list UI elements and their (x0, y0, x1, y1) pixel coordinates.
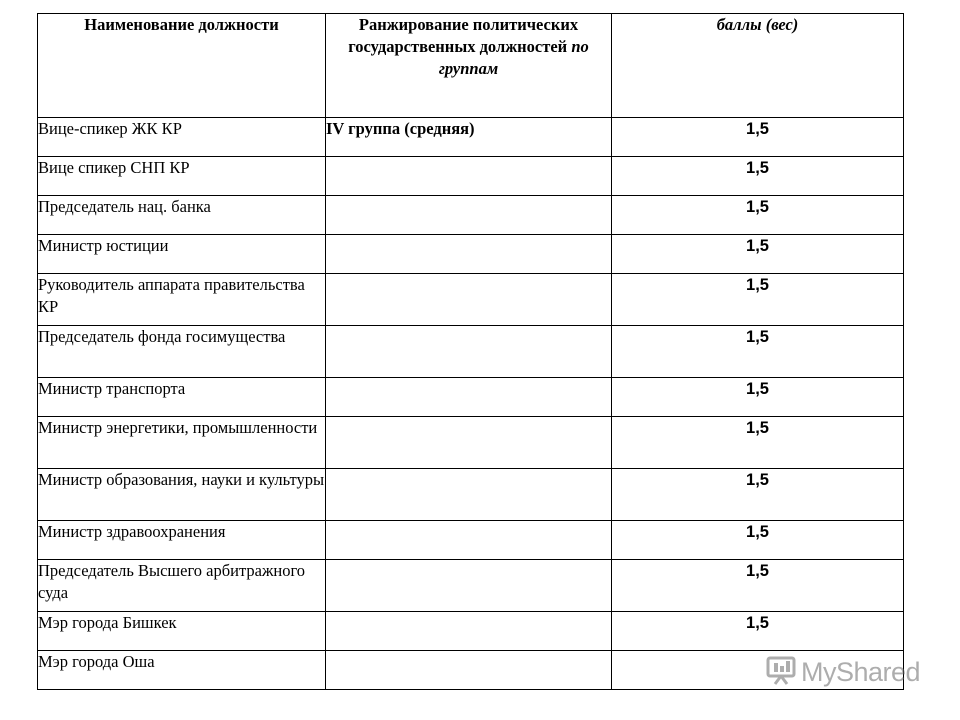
position-group (326, 560, 612, 612)
header-points (612, 14, 904, 118)
position-name: Председатель Высшего арбитражного суда (38, 560, 326, 612)
position-name: Министр энергетики, промышленности (38, 417, 326, 469)
header-position (38, 14, 326, 118)
position-score: 1,5 (612, 521, 904, 560)
position-name: Председатель нац. банка (38, 196, 326, 235)
table-row (38, 560, 904, 612)
watermark-text: MyShared (801, 656, 921, 687)
position-score: 1,5 (612, 118, 904, 157)
header-points-text: баллы (вес) (716, 15, 799, 34)
table-row (38, 378, 904, 417)
position-name: Председатель фонда госимущества (38, 326, 326, 378)
positions-table (37, 13, 904, 690)
table-row (38, 196, 904, 235)
presentation-board-icon (765, 654, 797, 691)
position-name: Министр образования, науки и культуры (38, 469, 326, 521)
position-name: Министр транспорта (38, 378, 326, 417)
position-name: Вице-спикер ЖК КР (38, 118, 326, 157)
position-name: Министр юстиции (38, 235, 326, 274)
position-score: 1,5 (612, 196, 904, 235)
header-ranking (326, 14, 612, 118)
table-row (38, 326, 904, 378)
watermark (765, 652, 925, 692)
position-group (326, 196, 612, 235)
table-row (38, 118, 904, 157)
position-group (326, 651, 612, 690)
header-ranking-italic: по группам (438, 37, 589, 78)
position-score: 1,5 (612, 274, 904, 326)
position-score: 1,5 (612, 157, 904, 196)
position-group: IV группа (средняя) (326, 118, 612, 157)
position-group (326, 378, 612, 417)
table-row (38, 235, 904, 274)
position-name: Мэр города Оша (38, 651, 326, 690)
position-score: 1,5 (612, 378, 904, 417)
position-score: 1,5 (612, 560, 904, 612)
header-position-text: Наименование должности (84, 15, 279, 34)
position-score: 1,5 (612, 326, 904, 378)
position-group (326, 274, 612, 326)
table-header-row (38, 14, 904, 118)
table-row (38, 612, 904, 651)
position-name: Мэр города Бишкек (38, 612, 326, 651)
table-row (38, 521, 904, 560)
table-row (38, 417, 904, 469)
header-ranking-text: Ранжирование политических государственных должностей (348, 15, 579, 56)
position-group (326, 612, 612, 651)
position-group (326, 326, 612, 378)
position-score: 1,5 (612, 235, 904, 274)
position-score: 1,5 (612, 469, 904, 521)
position-group (326, 417, 612, 469)
position-group (326, 521, 612, 560)
position-name: Министр здравоохранения (38, 521, 326, 560)
position-group (326, 235, 612, 274)
position-name: Руководитель аппарата правительства КР (38, 274, 326, 326)
table-row (38, 469, 904, 521)
position-name: Вице спикер СНП КР (38, 157, 326, 196)
position-group (326, 157, 612, 196)
table-row (38, 274, 904, 326)
position-score: 1,5 (612, 417, 904, 469)
table-row (38, 157, 904, 196)
position-group (326, 469, 612, 521)
position-score: 1,5 (612, 612, 904, 651)
